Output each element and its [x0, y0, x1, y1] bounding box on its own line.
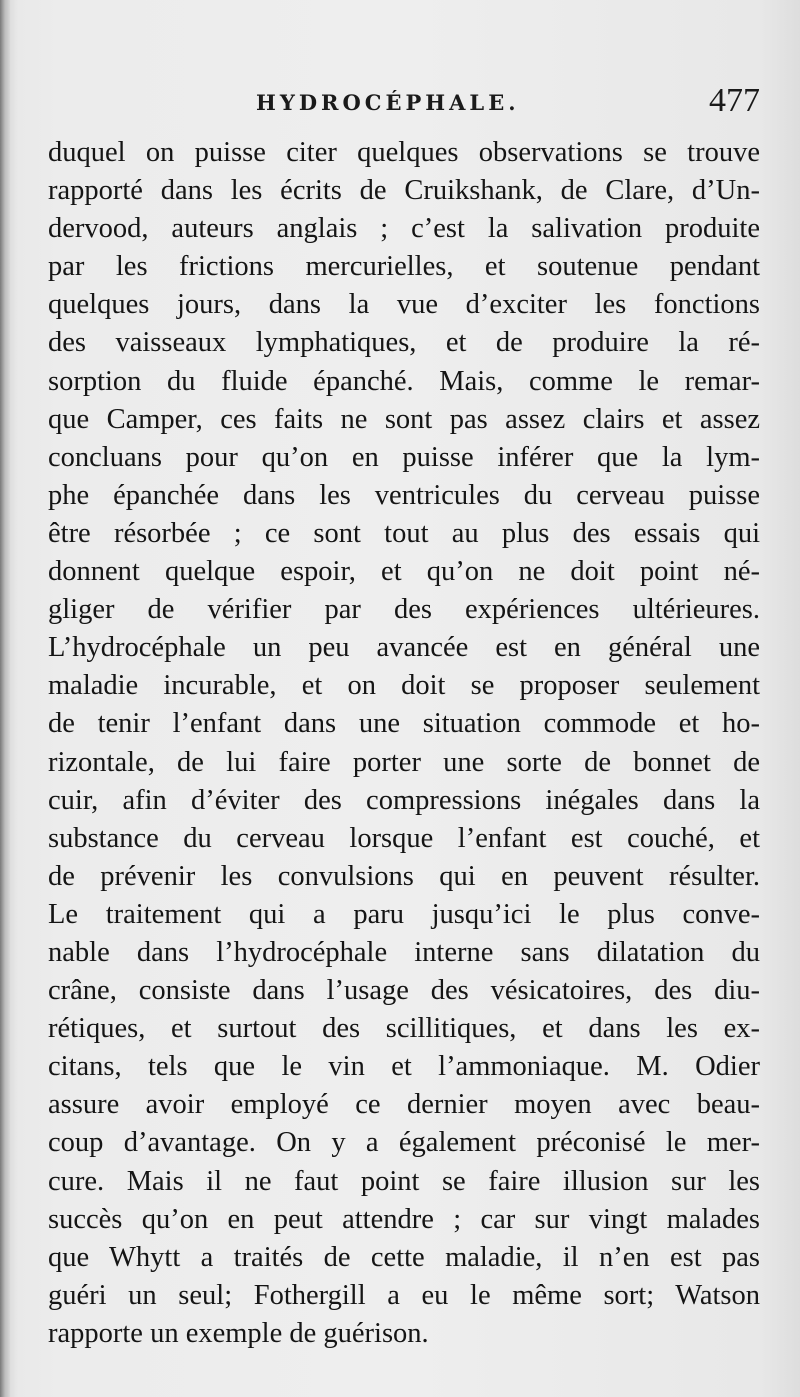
text-line: substance du cerveau lorsque l’enfant est couché, et — [48, 822, 760, 854]
text-line: cuir, afin d’éviter des compressions inégales dans la — [48, 784, 760, 816]
text-line: guéri un seul; Fothergill a eu le même sort; Watson — [48, 1279, 760, 1311]
text-line: Le traitement qui a paru jusqu’ici le plus conve- — [48, 898, 760, 930]
page-header — [48, 82, 760, 132]
text-line: succès qu’on en peut attendre ; car sur vingt malades — [48, 1203, 760, 1235]
text-line: coup d’avantage. On y a également préconisé le mer- — [48, 1127, 760, 1159]
text-line: être résorbée ; ce sont tout au plus des essais qui — [48, 517, 760, 549]
text-line: maladie incurable, et on doit se proposer seulement — [48, 670, 760, 702]
text-line: des vaisseaux lymphatiques, et de produire la ré- — [48, 327, 760, 359]
text-line: quelques jours, dans la vue d’exciter les fonctions — [48, 289, 760, 321]
text-line: de tenir l’enfant dans une situation commode et ho- — [48, 708, 760, 740]
text-line: que Whytt a traités de cette maladie, il n’en est pas — [48, 1241, 760, 1273]
text-line: que Camper, ces faits ne sont pas assez clairs et assez — [48, 403, 760, 435]
text-line: gliger de vérifier par des expériences ultérieures. — [48, 594, 760, 626]
page-gutter-shadow — [0, 0, 10, 1397]
text-line: rapporte un exemple de guérison. — [48, 1317, 429, 1349]
text-line: rétiques, et surtout des scillitiques, et dans les ex- — [48, 1013, 760, 1045]
running-title: HYDROCÉPHALE. — [256, 90, 520, 115]
text-line: L’hydrocéphale un peu avancée est en général une — [48, 632, 760, 664]
text-line: de prévenir les convulsions qui en peuvent résulter. — [48, 860, 760, 892]
text-line: nable dans l’hydrocéphale interne sans dilatation du — [48, 936, 760, 968]
body-text — [48, 134, 760, 1353]
text-line: dervood, auteurs anglais ; c’est la salivation produite — [48, 213, 760, 245]
text-line: duquel on puisse citer quelques observations se trouve — [48, 137, 760, 168]
text-line: crâne, consiste dans l’usage des vésicatoires, des diu- — [48, 975, 760, 1007]
text-line: citans, tels que le vin et l’ammoniaque. M. Odier — [48, 1051, 760, 1083]
text-line: cure. Mais il ne faut point se faire illusion sur les — [48, 1165, 760, 1197]
text-line: par les frictions mercurielles, et soutenue pendant — [48, 251, 760, 283]
text-line: phe épanchée dans les ventricules du cerveau puisse — [48, 479, 760, 511]
text-line: donnent quelque espoir, et qu’on ne doit point né- — [48, 556, 760, 588]
page-number: 477 — [709, 82, 760, 119]
text-line: assure avoir employé ce dernier moyen avec beau- — [48, 1089, 760, 1121]
text-line: sorption du fluide épanché. Mais, comme le remar- — [48, 365, 760, 397]
text-line: rizontale, de lui faire porter une sorte de bonnet de — [48, 746, 760, 778]
text-line: concluans pour qu’on en puisse inférer que la lym- — [48, 441, 760, 473]
text-line: rapporté dans les écrits de Cruikshank, de Clare, d’Un- — [48, 175, 760, 207]
